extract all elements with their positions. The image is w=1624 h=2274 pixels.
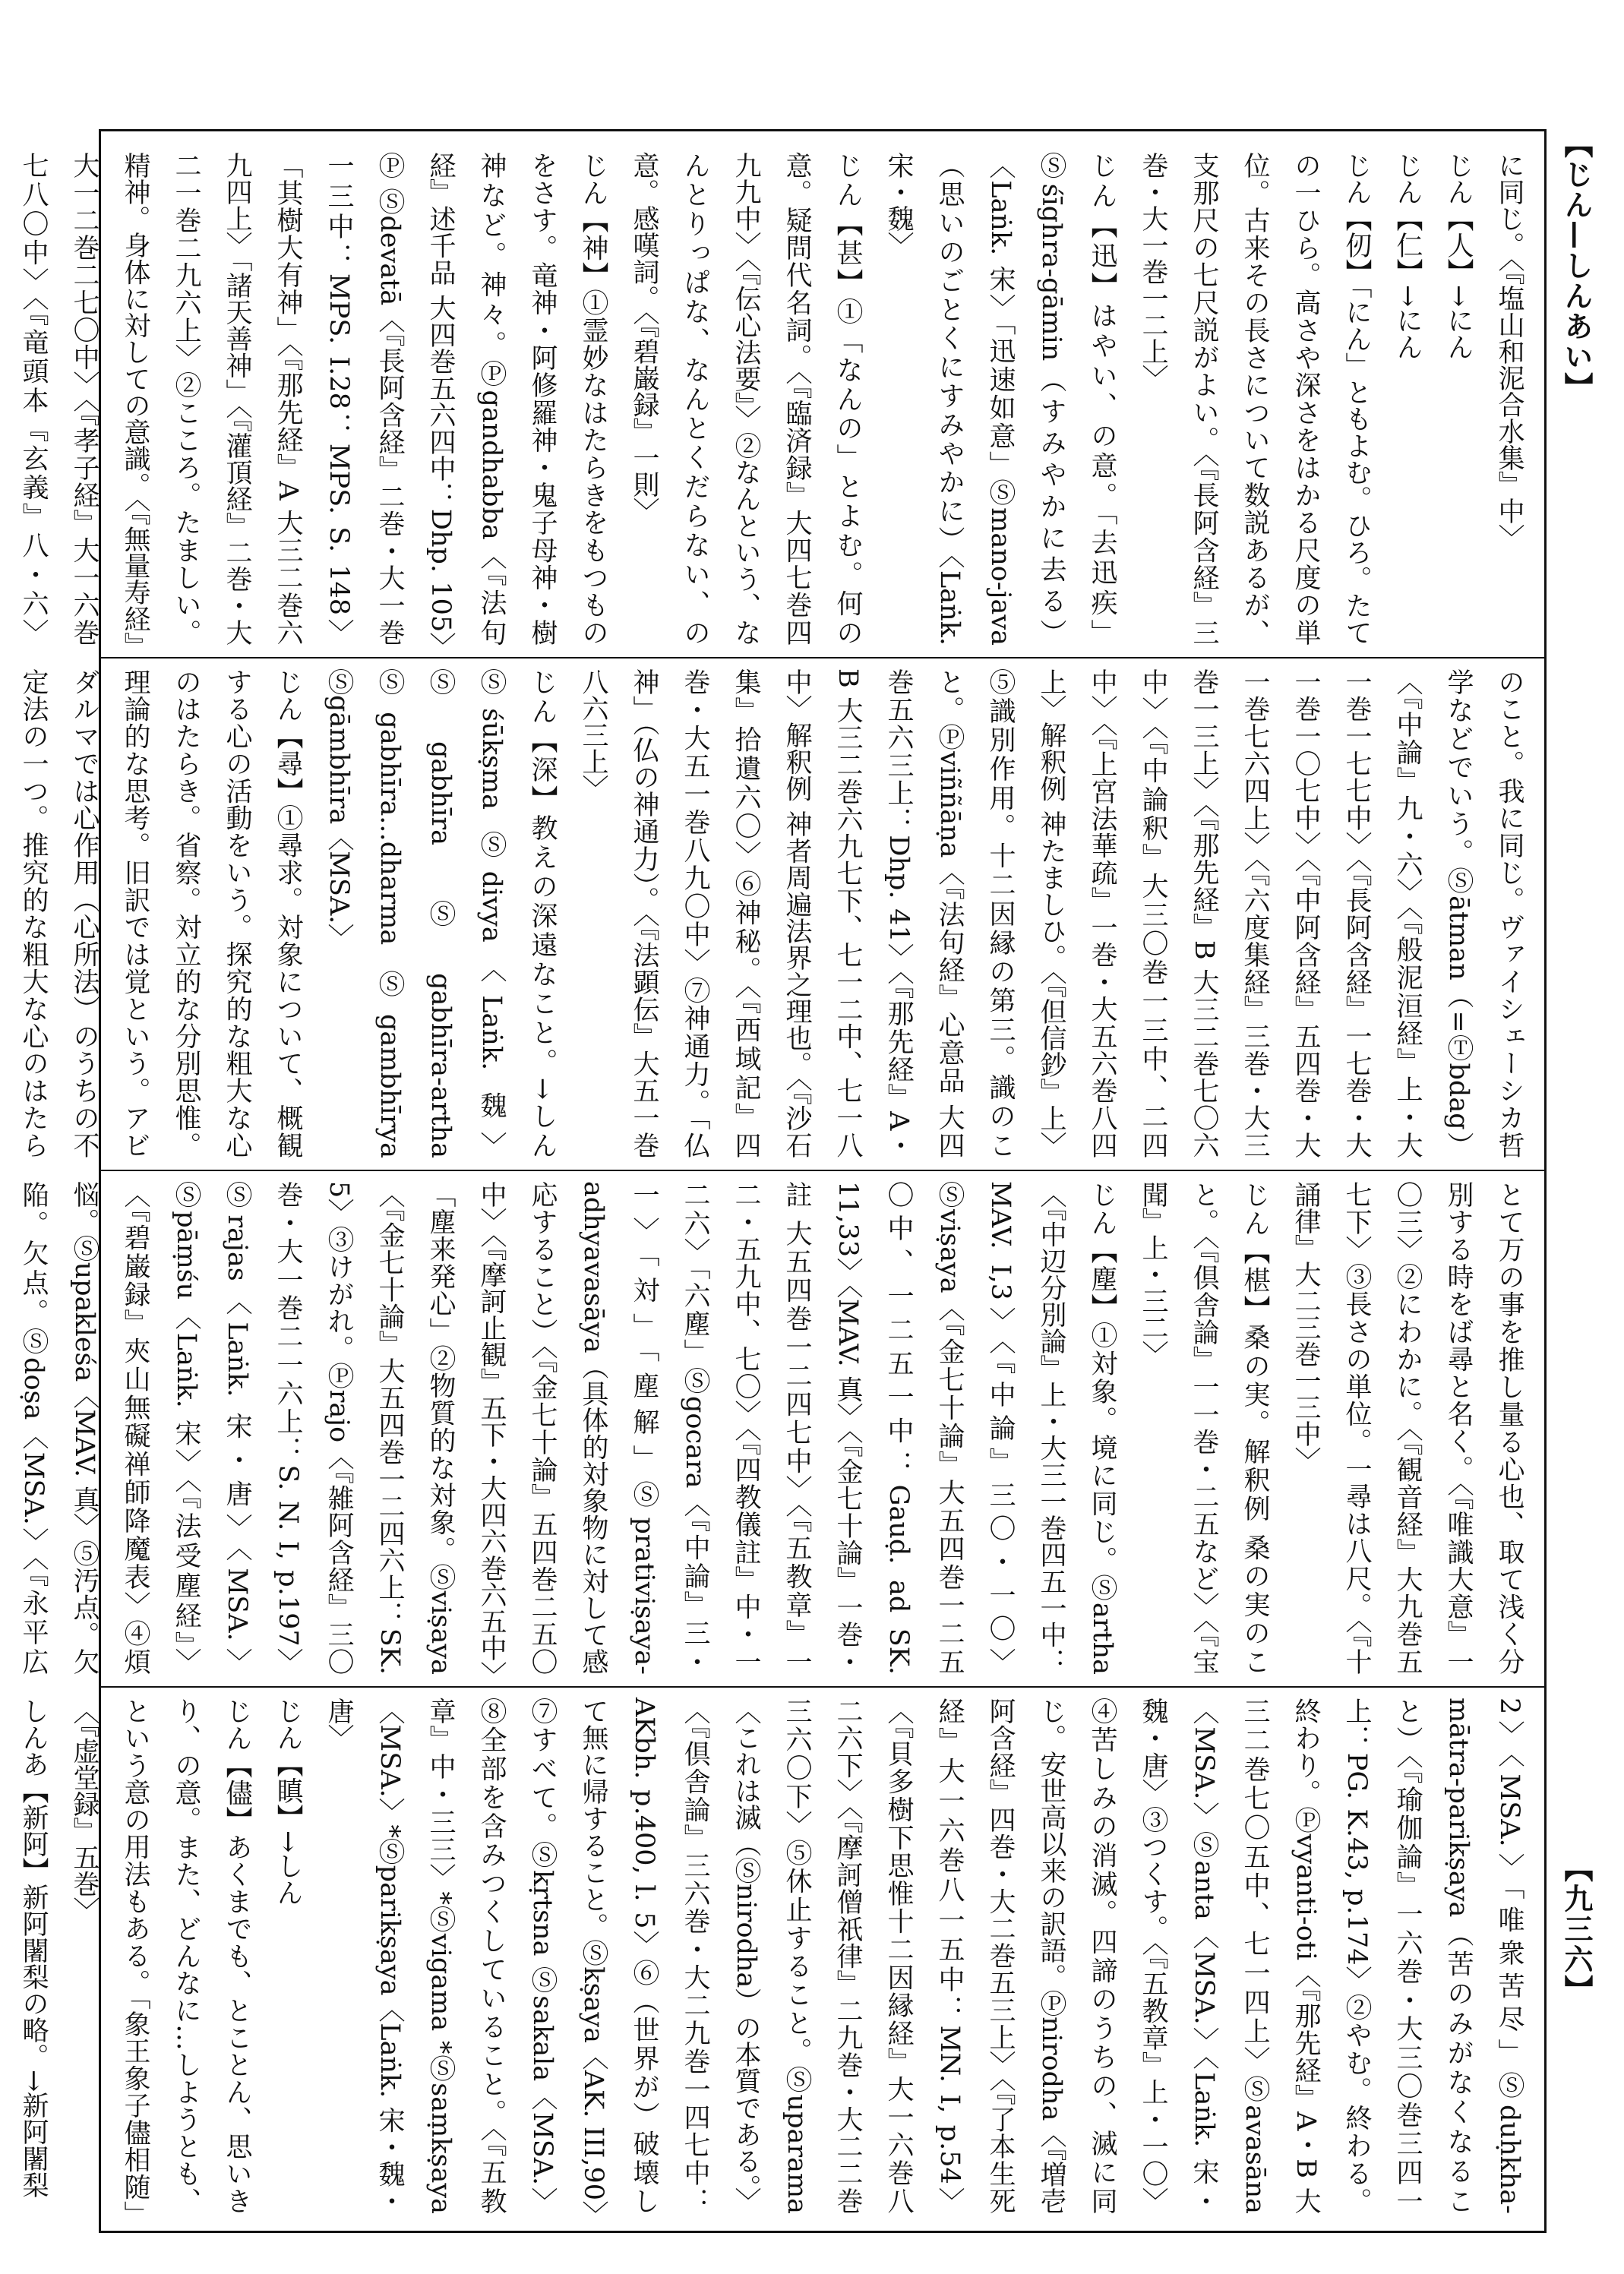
entry-text: じん【甚】①「なんの」とよむ。何の意。疑問代名詞。〈『臨済録』大四七巻四九九中〉〈『伝心法要』〉②なんという、なんとりっぱな、なんとくだらない、の意。感嘆詞。〈『碧巌録』一則〉 [629,152,863,646]
entry-text: に同じ。〈『塩山和泥合水集』中〉 [1494,152,1524,551]
entry-text: とて万の事を推し量る心也、取て浅く分別する時をば尋と名く。〈『唯識大意』一〇三〉②にわかに。〈『観音経』大九巻五七下〉③長さの単位。一尋は八尺。〈『十誦律』大二三巻一三中〉 [1291,1181,1524,1675]
text-tier-3 [18,1181,1534,1675]
entry-text [0,1698,8,2214]
entry-text: じん【深】教えの深遠なこと。→しんⓈśūkṣma Ⓢdivya〈Laṅk. 魏〉Ⓢgabhīra Ⓢgabhīra-artha Ⓢgabhīra...dharma Ⓢgambhīrya Ⓢgāmbhīra〈MSA.〉 [324,668,558,1158]
tier-divider [99,1686,1547,1688]
entry-text: じん【神】①霊妙なはたらきをもつものをさす。竜神・阿修羅神・鬼子母神・樹神など。神々。Ⓟgandhabba〈『法句経』述千品 大四巻五六四中：Dhp. 105〉Ⓟ Ⓢdevatā〈『長阿含経』二巻・大一巻一三中：MPS. I.28：MPS. S. 148〉「其樹大有神」〈『那先経』A 大三二巻六九四上〉「諸天善神」〈『灌頂経』二巻・大二一巻二九六上〉②こころ。たましい。精神。身体に対しての意識。〈『無量寿経』大一二巻二七〇中〉〈『孝子経』大一六巻七八〇中〉〈『竜頭本『玄義』八・六〉 [18,152,608,646]
entry-text: じん【人】→にん [1443,152,1474,361]
entry-text: じん【仁】→にん [1392,152,1423,361]
text-tier-4 [18,1698,1534,2214]
entry-text: じん【椹】桑の実。解釈例 桑の実のこと。〈『倶舎論』一一巻・二五など〉〈『宝聞』上・三二〉 [1138,1181,1270,1675]
running-header: 【じん—しんあい】 [1559,129,1594,403]
text-tier-1 [18,152,1534,646]
tier-divider [99,657,1547,659]
tier-divider [99,1170,1547,1171]
page-number: 【九三六】 [1559,1853,1594,2005]
entry-text: じん【儘】あくまでも、とことん、思いきり、の意。また、どんなに…しようとも、という意の用法もある。「象王象子儘相随」〈『虚堂録』五巻〉 [69,1698,252,2214]
entry-text: じん【尋】①尋求。対象について、概観する心の活動をいう。探究的な粗大な心のはたらき。省察。対立的な分別思惟。理論的な思考。旧訳では覚という。アビダルマでは心作用（心所法）のうちの不定法の一つ。推究的な粗大な心のはたら [18,668,303,1158]
entry-text: しんあ【新阿】新阿闍梨の略。→新阿闍梨 [18,1698,49,2199]
text-tier-2 [18,668,1534,1158]
entry-text: 2〉〈MSA.〉「唯衆苦尽」Ⓢduḥkha-mātra-parikṣaya（苦のみがなくなること）〈『瑜伽論』一六巻・大三〇巻三四一上：PG. K.43, p.174〉②やむ。終わる。終わり。Ⓟvyanti-oti〈『那先経』A・B 大三二巻七〇五中、七一四上〉Ⓢavasāna〈MSA.〉Ⓢanta〈MSA.〉〈Laṅk. 宋・魏・唐〉③つくす。〈『五教章』上・一〇〉④苦しみの消滅。四諦のうちの、滅に同じ。安世高以来の訳語。Ⓟnirodha〈『増壱阿含経』四巻・大二巻五三上〉〈『了本生死経』大一六巻八一五中：MN. I, p.54〉〈『貝多樹下思惟十二因縁経』大一六巻八二六下〉〈『摩訶僧祇律』二九巻・大二二巻三六〇下〉⑤休止すること。Ⓢuparama〈これは滅（Ⓢnirodha）の本質である。〉〈『倶舎論』三六巻・大二九巻一四七中：AKbh. p.400, l. 5〉⑥（世界が）破壊して無に帰すること。Ⓢkṣaya〈AK. III,90〉⑦すべて。Ⓢkṛtsna Ⓢsakala〈MSA.〉⑧全部を含みつくしていること。〈『五教章』中・三三〉*Ⓢvigama *Ⓢsaṃkṣaya〈MSA.〉*Ⓢparikṣaya〈Laṅk. 宋・魏・唐〉 [324,1698,1524,2214]
entry-text: じん【瞋】→しん [273,1698,303,1906]
entry-text: じん【迅】はやい、の意。「去迅疾」Ⓢśīghra-gāmin（すみやかに去る）〈Laṅk. 宋〉「迅速如意」Ⓢmano-java（思いのごとくにすみやかに）〈Laṅk. 宋・魏〉 [883,152,1117,646]
entry-text: じん【仞】「にん」ともよむ。ひろ。たての一ひら。高さや深さをはかる尺度の単位。古来その長さについて数説あるが、支那尺の七尺説がよい。〈『長阿含経』三巻・大一巻一二上〉 [1138,152,1372,646]
entry-text: じん【塵】①対象。境に同じ。Ⓢartha〈『中辺分別論』上・大三一巻四五一中：MAV. I,3〉〈『中論』三〇・一〇〉Ⓢviṣaya〈『金七十論』大五四巻一二五〇中、一二五一中：Gauḍ. ad SK. 11,33〉〈MAV. 真〉〈『金七十論』一巻・註 大五四巻一二四七中〉〈『五教章』一二・五九中、七〇〉〈『四教儀註』中・一二六〉「六塵」Ⓢgocara〈『中論』三・一〉「対」「塵解」Ⓢprativiṣaya-adhyavasāya（具体的対象物に対して感応すること）〈『金七十論』五四巻二五〇中〉〈『摩訶止観』五下・大四六巻六五中〉「塵来発心」②物質的な対象。Ⓢviṣaya〈『金七十論』大五四巻一二四六上：SK. 5〉③けがれ。Ⓟrajo〈『雑阿含経』三〇巻・大一巻二一六上：S. N. I, p.197〉Ⓢrajas〈Laṅk. 宋・唐〉〈MSA.〉Ⓢpāṃśu〈Laṅk. 宋〉〈『法受塵経』〉〈『碧巌録』夾山無礙禅師降魔表〉④煩悩。Ⓢupakleśa〈MAV. 真〉⑤汚点。欠陥。欠点。Ⓢdoṣa〈MSA.〉〈『永平広 [18,1181,1117,1675]
entry-text: のこと。我に同じ。ヴァイシェーシカ哲学などでいう。Ⓢātman（=Ⓣbdag）〈『中論』九・六〉〈『般泥洹経』上・大一巻一七七中〉〈『長阿含経』一七巻・大一巻一〇七中〉〈『中阿含経』五四巻・大一巻七六四上〉〈『六度集経』三巻・大三巻一三上〉〈『那先経』B 大三二巻七〇六中〉〈『中論釈』大三〇巻一三中、二四中〉〈『上宮法華疏』一巻・大五六巻八四上〉解釈例 神たましひ。〈『但信鈔』上〉⑤識別作用。十二因縁の第三。識のこと。Ⓟviññāṇa〈『法句経』心意品 大四巻五六三上：Dhp. 41〉〈『那先経』A・B 大三二巻六九七下、七一二中、七一八中〉解釈例 神者周遍法界之理也。〈『沙石集』拾遺六〇〉⑥神秘。〈『西域記』四巻・大五一巻八九〇中〉⑦神通力。「仏神」（仏の神通力）。〈『法顕伝』大五一巻八六三上〉 [578,668,1524,1158]
